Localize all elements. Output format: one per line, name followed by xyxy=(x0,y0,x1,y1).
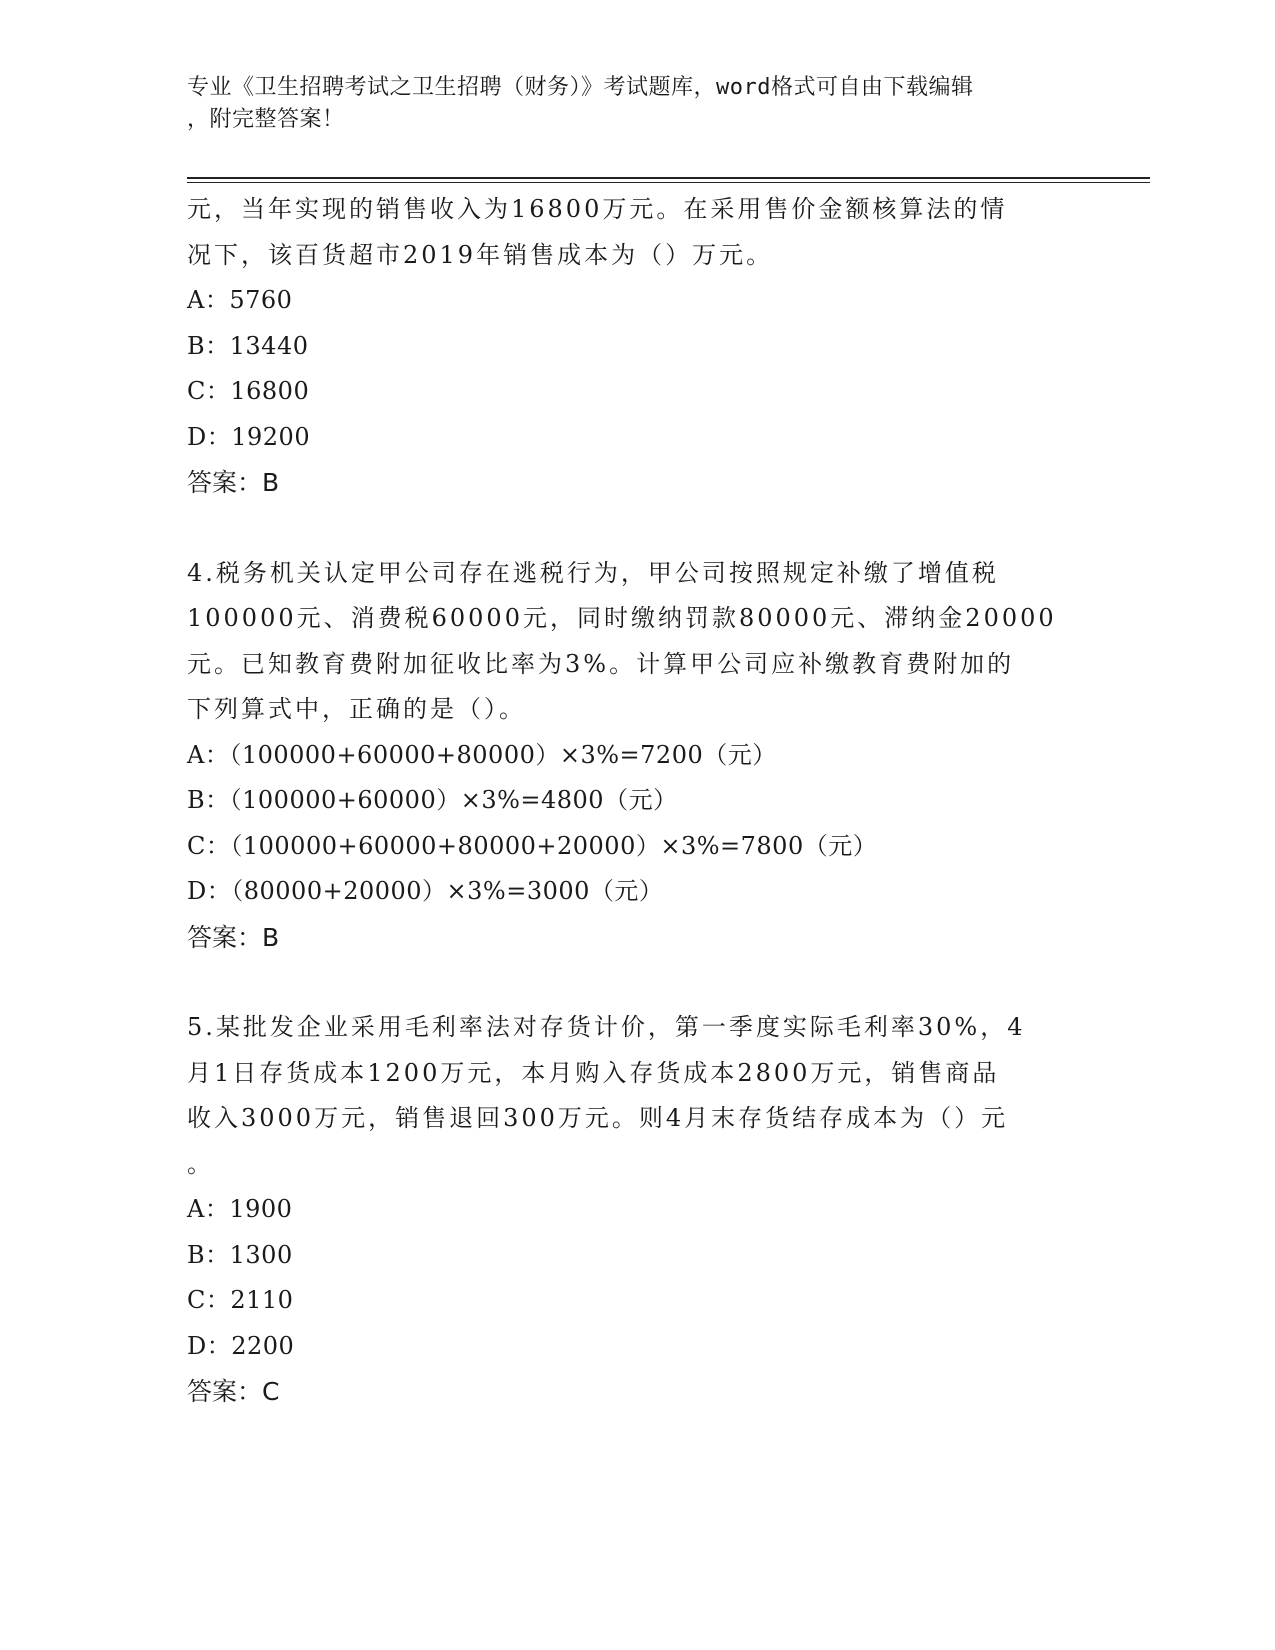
question-5-answer: 答案：C xyxy=(187,1377,280,1406)
question-5-text-line: 收入3000万元，销售退回300万元。则4月末存货结存成本为（）元 xyxy=(187,1104,1009,1132)
question-3-option-d: D：19200 xyxy=(187,422,311,451)
question-4-option-a: A：（100000+60000+80000）×3%=7200（元） xyxy=(187,740,777,769)
question-5-text-line: 。 xyxy=(187,1149,214,1178)
question-3 xyxy=(187,187,1067,506)
question-4-text-line: 元。已知教育费附加征收比率为3%。计算甲公司应补缴教育费附加的 xyxy=(187,649,1015,678)
spacer xyxy=(187,506,1067,551)
question-5-option-a: A：1900 xyxy=(187,1195,293,1223)
question-3-option-c: C：16800 xyxy=(187,377,310,405)
question-5-option-c: C：2110 xyxy=(187,1286,294,1314)
spacer xyxy=(187,960,1067,1005)
question-5-text-line: 5.某批发企业采用毛利率法对存货计价，第一季度实际毛利率30%，4 xyxy=(187,1013,1026,1041)
header-divider xyxy=(187,177,1150,183)
question-4-option-c: C：（100000+60000+80000+20000）×3%=7800（元） xyxy=(187,831,878,860)
question-5-option-b: B：1300 xyxy=(187,1240,293,1269)
question-4-text-line: 4.税务机关认定甲公司存在逃税行为，甲公司按照规定补缴了增值税 xyxy=(187,558,999,587)
question-3-option-b: B：13440 xyxy=(187,331,309,360)
question-5-text-line: 月1日存货成本1200万元，本月购入存货成本2800万元，销售商品 xyxy=(187,1058,1000,1087)
header-title-line-1: 专业《卫生招聘考试之卫生招聘（财务）》考试题库，word格式可自由下载编辑 xyxy=(187,75,974,100)
document-header xyxy=(187,72,1067,136)
question-5 xyxy=(187,1005,1067,1415)
question-4-option-b: B：（100000+60000）×3%=4800（元） xyxy=(187,786,678,814)
question-4-text-line: 下列算式中，正确的是（）。 xyxy=(187,695,526,723)
question-4-option-d: D：（80000+20000）×3%=3000（元） xyxy=(187,877,664,905)
question-4-answer: 答案：B xyxy=(187,922,280,952)
header-title-line-2: ，附完整答案！ xyxy=(187,107,345,132)
document-body xyxy=(187,187,1067,1415)
question-4-text-line: 100000元、消费税60000元，同时缴纳罚款80000元、滞纳金20000 xyxy=(187,604,1057,632)
question-3-option-a: A：5760 xyxy=(187,286,293,314)
question-3-answer: 答案：B xyxy=(187,468,280,497)
question-3-text-line: 况下，该百货超市2019年销售成本为（）万元。 xyxy=(187,240,774,269)
question-3-text-line: 元，当年实现的销售收入为16800万元。在采用售价金额核算法的情 xyxy=(187,195,1008,223)
question-5-option-d: D：2200 xyxy=(187,1331,295,1360)
question-4 xyxy=(187,551,1067,961)
